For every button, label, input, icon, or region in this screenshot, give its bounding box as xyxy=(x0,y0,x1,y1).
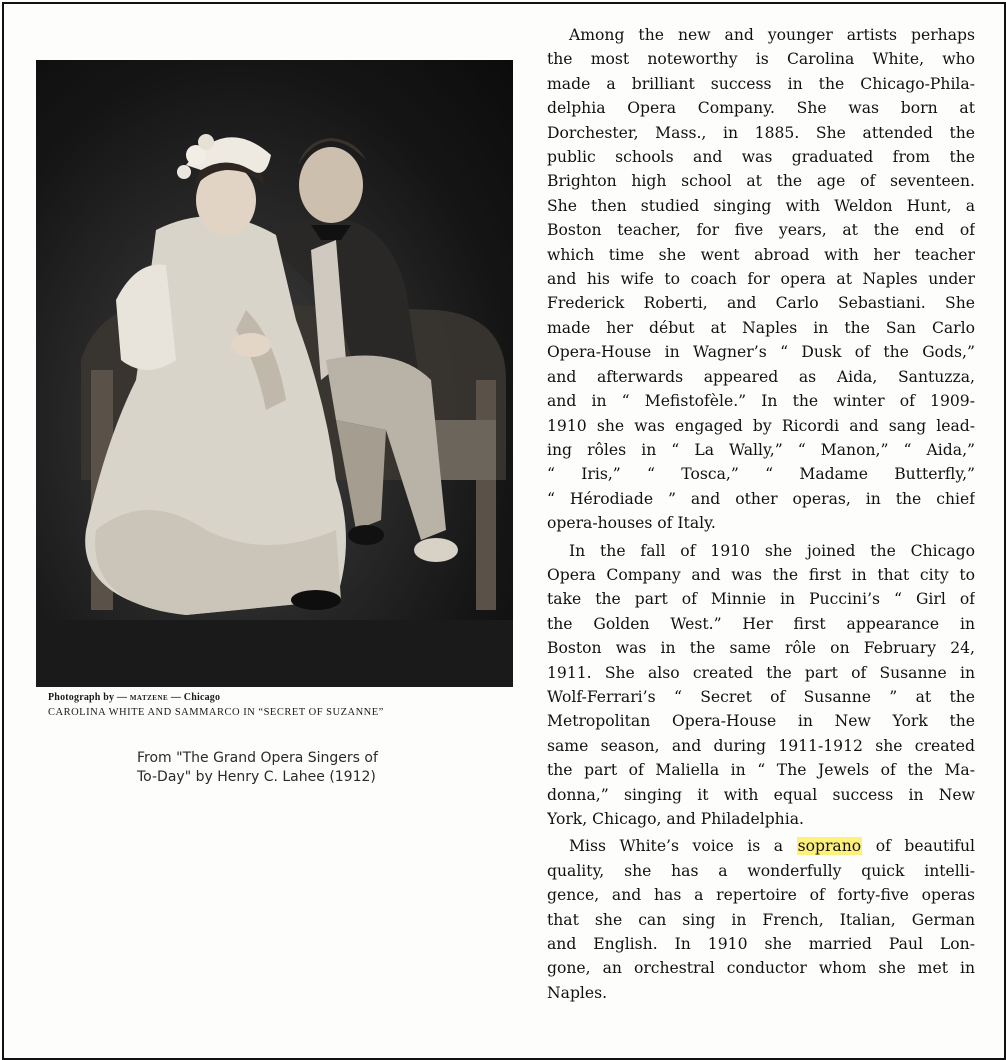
text-line: the part of Maliella in “ The Jewels of the Ma- xyxy=(547,761,975,780)
paragraph-1 xyxy=(547,23,975,536)
text-line: Frederick Roberti, and Carlo Sebastiani. She xyxy=(547,294,975,313)
photo-caption: CAROLINA WHITE AND SAMMARCO IN “SECRET OF SUZANNE” xyxy=(48,707,384,718)
text-line: which time she went abroad with her teacher xyxy=(547,245,975,264)
text-line: Naples. xyxy=(547,983,608,1002)
text-line-with-highlight xyxy=(547,834,975,858)
text-line: and his wife to coach for opera at Naples under xyxy=(547,270,975,289)
highlighted-word-soprano: soprano xyxy=(797,837,862,856)
text-line: Boston teacher, for five years, at the end of xyxy=(547,221,975,240)
text-line: ing rôles in “ La Wally,” “ Manon,” “ Aida,” xyxy=(547,440,975,459)
text-line: She then studied singing with Weldon Hunt, a xyxy=(547,196,975,215)
source-note-line-1: From "The Grand Opera Singers of xyxy=(137,750,378,766)
text-line: Opera-House in Wagner’s “ Dusk of the Gods,” xyxy=(547,343,975,362)
paragraph-2 xyxy=(547,539,975,832)
photo-credit-studio: MATZENE xyxy=(129,694,169,702)
text-line: Boston was in the same rôle on February 24, xyxy=(547,639,975,658)
text-line: In the fall of 1910 she joined the Chicago xyxy=(569,541,975,560)
text-line: Brighton high school at the age of seventeen. xyxy=(547,172,975,191)
text-line: same season, and during 1911-1912 she created xyxy=(547,736,975,755)
text-line: and in “ Mefistofèle.” In the winter of 1909- xyxy=(547,392,975,411)
text-line: the Golden West.” Her first appearance in xyxy=(547,614,975,633)
paragraph-3 xyxy=(547,834,975,1005)
text-line: the most noteworthy is Carolina White, who xyxy=(547,50,975,69)
text-before-highlight: Miss White’s voice is a xyxy=(569,837,784,856)
text-line: made a brilliant success in the Chicago-Phila- xyxy=(547,74,975,93)
text-line: and afterwards appeared as Aida, Santuzza, xyxy=(547,367,975,386)
document-page xyxy=(2,2,1006,1060)
article-text xyxy=(547,23,975,1008)
text-line: made her début at Naples in the San Carlo xyxy=(547,318,975,337)
text-line: Metropolitan Opera-House in New York the xyxy=(547,712,975,731)
text-line: 1910 she was engaged by Ricordi and sang lead- xyxy=(547,416,975,435)
text-line: donna,” singing it with equal success in New xyxy=(547,785,975,804)
text-line: 1911. She also created the part of Susanne in xyxy=(547,663,975,682)
text-line: take the part of Minnie in Puccini’s “ Girl of xyxy=(547,590,975,609)
text-line: gence, and has a repertoire of forty-five operas xyxy=(547,886,975,905)
text-line: that she can sing in French, Italian, German xyxy=(547,910,975,929)
text-line: Dorchester, Mass., in 1885. She attended the xyxy=(547,123,975,142)
photo-credit-prefix: Photograph by — xyxy=(48,692,128,703)
text-line: public schools and was graduated from the xyxy=(547,148,975,167)
text-line: gone, an orchestral conductor whom she met in xyxy=(547,959,975,978)
source-note xyxy=(137,749,437,787)
text-line: quality, she has a wonderfully quick intelli- xyxy=(547,861,975,880)
text-line: “ Hérodiade ” and other operas, in the chief xyxy=(547,489,975,508)
portrait-illustration xyxy=(36,60,513,687)
text-line: and English. In 1910 she married Paul Lon- xyxy=(547,935,975,954)
photo-credit-suffix: — Chicago xyxy=(170,692,221,703)
photo-credit xyxy=(48,692,220,703)
portrait-photograph xyxy=(36,60,513,687)
text-line: opera-houses of Italy. xyxy=(547,514,716,533)
text-line: York, Chicago, and Philadelphia. xyxy=(547,810,804,828)
text-line: Opera Company and was the first in that city to xyxy=(547,565,975,584)
text-line: “ Iris,” “ Tosca,” “ Madame Butterfly,” xyxy=(547,465,975,484)
source-note-line-2: To-Day" by Henry C. Lahee (1912) xyxy=(137,769,376,785)
text-line: Among the new and younger artists perhaps xyxy=(569,26,975,44)
text-line: delphia Opera Company. She was born at xyxy=(547,99,975,118)
text-line: Wolf-Ferrari’s “ Secret of Susanne ” at the xyxy=(547,687,975,706)
text-after-highlight: of beautiful xyxy=(875,837,975,856)
